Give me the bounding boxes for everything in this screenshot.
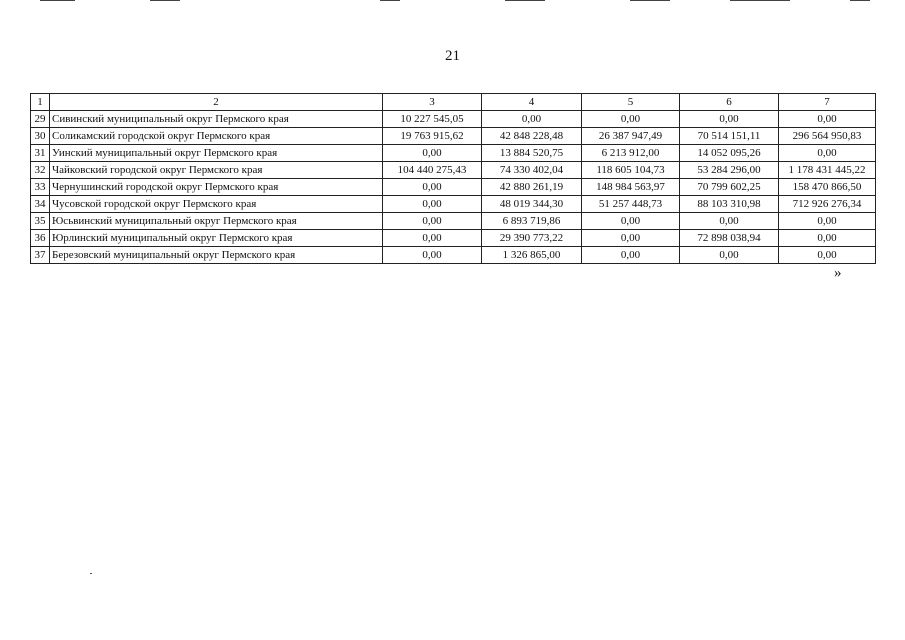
value-col-5: 0,00 (582, 230, 680, 247)
value-col-5: 6 213 912,00 (582, 145, 680, 162)
value-col-6: 72 898 038,94 (680, 230, 779, 247)
table-row (31, 128, 876, 145)
value-col-6: 0,00 (680, 213, 779, 230)
column-header: 4 (482, 94, 582, 111)
scan-edge-mark (150, 0, 180, 1)
column-header: 2 (50, 94, 383, 111)
scan-speck (90, 573, 92, 574)
value-col-4: 42 848 228,48 (482, 128, 582, 145)
row-number: 35 (31, 213, 50, 230)
value-col-6: 0,00 (680, 247, 779, 264)
column-header: 6 (680, 94, 779, 111)
row-number: 34 (31, 196, 50, 213)
value-col-5: 51 257 448,73 (582, 196, 680, 213)
column-header: 7 (779, 94, 876, 111)
value-col-5: 0,00 (582, 111, 680, 128)
value-col-4: 29 390 773,22 (482, 230, 582, 247)
value-col-4: 13 884 520,75 (482, 145, 582, 162)
row-number: 36 (31, 230, 50, 247)
municipality-name: Чайковский городской округ Пермского края (50, 162, 383, 179)
value-col-6: 88 103 310,98 (680, 196, 779, 213)
value-col-7: 0,00 (779, 230, 876, 247)
value-col-7: 0,00 (779, 145, 876, 162)
closing-quote-mark: » (834, 265, 842, 281)
value-col-6: 53 284 296,00 (680, 162, 779, 179)
row-number: 33 (31, 179, 50, 196)
scan-edge-mark (380, 0, 400, 1)
municipality-name: Чернушинский городской округ Пермского края (50, 179, 383, 196)
scan-edge-mark (505, 0, 545, 1)
municipality-name: Соликамский городской округ Пермского края (50, 128, 383, 145)
municipality-name: Сивинский муниципальный округ Пермского края (50, 111, 383, 128)
value-col-7: 0,00 (779, 111, 876, 128)
value-col-6: 70 514 151,11 (680, 128, 779, 145)
value-col-5: 148 984 563,97 (582, 179, 680, 196)
value-col-3: 0,00 (383, 213, 482, 230)
value-col-7: 296 564 950,83 (779, 128, 876, 145)
value-col-7: 712 926 276,34 (779, 196, 876, 213)
value-col-7: 0,00 (779, 247, 876, 264)
table-row (31, 179, 876, 196)
value-col-5: 118 605 104,73 (582, 162, 680, 179)
row-number: 31 (31, 145, 50, 162)
value-col-7: 158 470 866,50 (779, 179, 876, 196)
value-col-6: 70 799 602,25 (680, 179, 779, 196)
municipality-name: Юсьвинский муниципальный округ Пермского края (50, 213, 383, 230)
column-header: 3 (383, 94, 482, 111)
table-header-row (31, 94, 876, 111)
value-col-5: 0,00 (582, 247, 680, 264)
row-number: 30 (31, 128, 50, 145)
table-row (31, 247, 876, 264)
table-row (31, 213, 876, 230)
scan-edge-mark (40, 0, 75, 1)
row-number: 29 (31, 111, 50, 128)
value-col-4: 6 893 719,86 (482, 213, 582, 230)
value-col-5: 26 387 947,49 (582, 128, 680, 145)
value-col-3: 0,00 (383, 196, 482, 213)
scan-edge-mark (850, 0, 870, 1)
table-row (31, 145, 876, 162)
column-header: 5 (582, 94, 680, 111)
value-col-3: 0,00 (383, 179, 482, 196)
value-col-4: 0,00 (482, 111, 582, 128)
value-col-7: 1 178 431 445,22 (779, 162, 876, 179)
municipality-name: Уинский муниципальный округ Пермского края (50, 145, 383, 162)
value-col-4: 48 019 344,30 (482, 196, 582, 213)
municipality-name: Чусовской городской округ Пермского края (50, 196, 383, 213)
table-row (31, 111, 876, 128)
page-number: 21 (445, 48, 460, 64)
value-col-3: 0,00 (383, 145, 482, 162)
value-col-4: 1 326 865,00 (482, 247, 582, 264)
value-col-5: 0,00 (582, 213, 680, 230)
municipality-name: Березовский муниципальный округ Пермского края (50, 247, 383, 264)
value-col-6: 14 052 095,26 (680, 145, 779, 162)
value-col-4: 42 880 261,19 (482, 179, 582, 196)
row-number: 32 (31, 162, 50, 179)
scan-edge-mark (730, 0, 790, 1)
value-col-3: 104 440 275,43 (383, 162, 482, 179)
value-col-3: 19 763 915,62 (383, 128, 482, 145)
value-col-3: 10 227 545,05 (383, 111, 482, 128)
column-header: 1 (31, 94, 50, 111)
table-row (31, 162, 876, 179)
value-col-7: 0,00 (779, 213, 876, 230)
municipality-name: Юрлинский муниципальный округ Пермского края (50, 230, 383, 247)
scan-edge-mark (630, 0, 670, 1)
value-col-6: 0,00 (680, 111, 779, 128)
value-col-3: 0,00 (383, 230, 482, 247)
table-row (31, 196, 876, 213)
row-number: 37 (31, 247, 50, 264)
value-col-4: 74 330 402,04 (482, 162, 582, 179)
value-col-3: 0,00 (383, 247, 482, 264)
budget-table (30, 93, 876, 264)
table-row (31, 230, 876, 247)
